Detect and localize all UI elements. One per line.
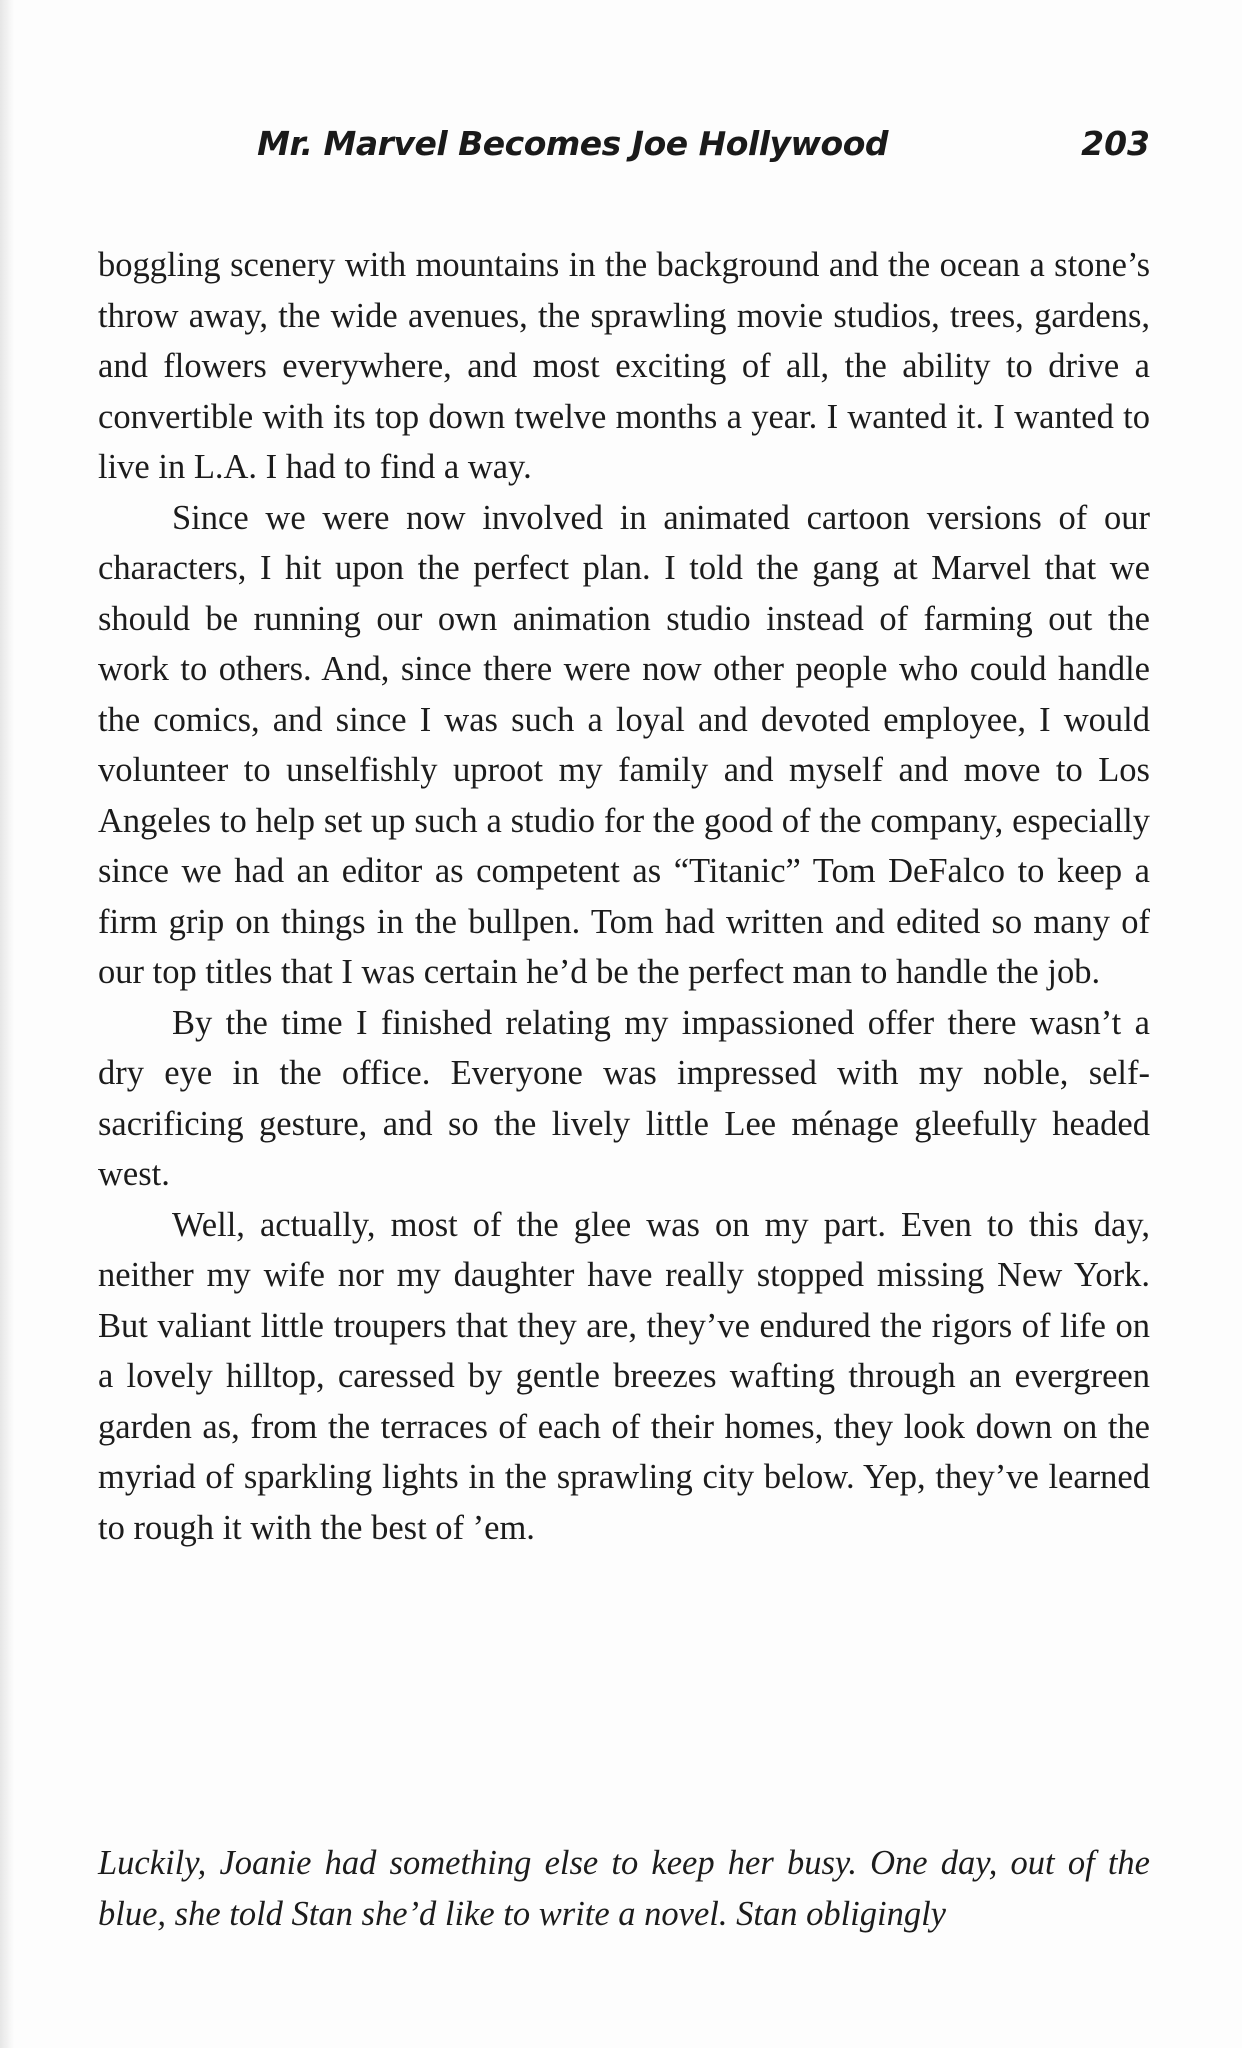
running-header <box>98 124 1150 174</box>
page-gutter-shadow <box>0 0 14 2048</box>
paragraph-3: By the time I finished relating my impassioned offer there wasn’t a dry eye in the office. Everyone was impressed with my noble, self-sacrificing gesture, and so the lively little Lee ménage gleefully headed west. <box>98 1003 1150 1193</box>
main-text <box>98 240 1150 1553</box>
running-title: Mr. Marvel Becomes Joe Hollywood <box>257 124 888 163</box>
paragraph-1: boggling scenery with mountains in the background and the ocean a stone’s throw away, the wide avenues, the sprawling movie studios, trees, gardens, and flowers everywhere, and most exciting of all, the ability to drive a convertible with its top down twelve months a year. I wanted it. I wanted to live in L.A. I had to find a way. <box>98 246 1150 486</box>
paragraph-2: Since we were now involved in animated cartoon versions of our characters, I hit upon the perfect plan. I told the gang at Marvel that we should be running our own animation studio instead of farming out the work to others. And, since there were now other people who could handle the comics, and since I was such a loyal and devoted employee, I would volunteer to unselfishly uproot my family and myself and move to Los Angeles to help set up such a studio for the good of the company, especially since we had an editor as competent as “Titanic” Tom DeFalco to keep a firm grip on things in the bullpen. Tom had written and edited so many of our top titles that I was certain he’d be the perfect man to handle the job. <box>98 498 1150 991</box>
page-number: 203 <box>1081 124 1150 163</box>
paragraph-4: Well, actually, most of the glee was on my part. Even to this day, neither my wife nor my daughter have really stopped missing New York. But valiant little troupers that they are, they’ve endured the rigors of life on a lovely hilltop, caressed by gentle breezes wafting through an evergreen garden as, from the terraces of each of their homes, they look down on the myriad of sparkling lights in the sprawling city below. Yep, they’ve learned to rough it with the best of ’em. <box>98 1205 1150 1547</box>
italic-interlude <box>98 1838 1150 1939</box>
italic-paragraph: Luckily, Joanie had something else to keep her busy. One day, out of the blue, she told Stan she’d like to write a novel. Stan obligingly <box>98 1844 1150 1933</box>
